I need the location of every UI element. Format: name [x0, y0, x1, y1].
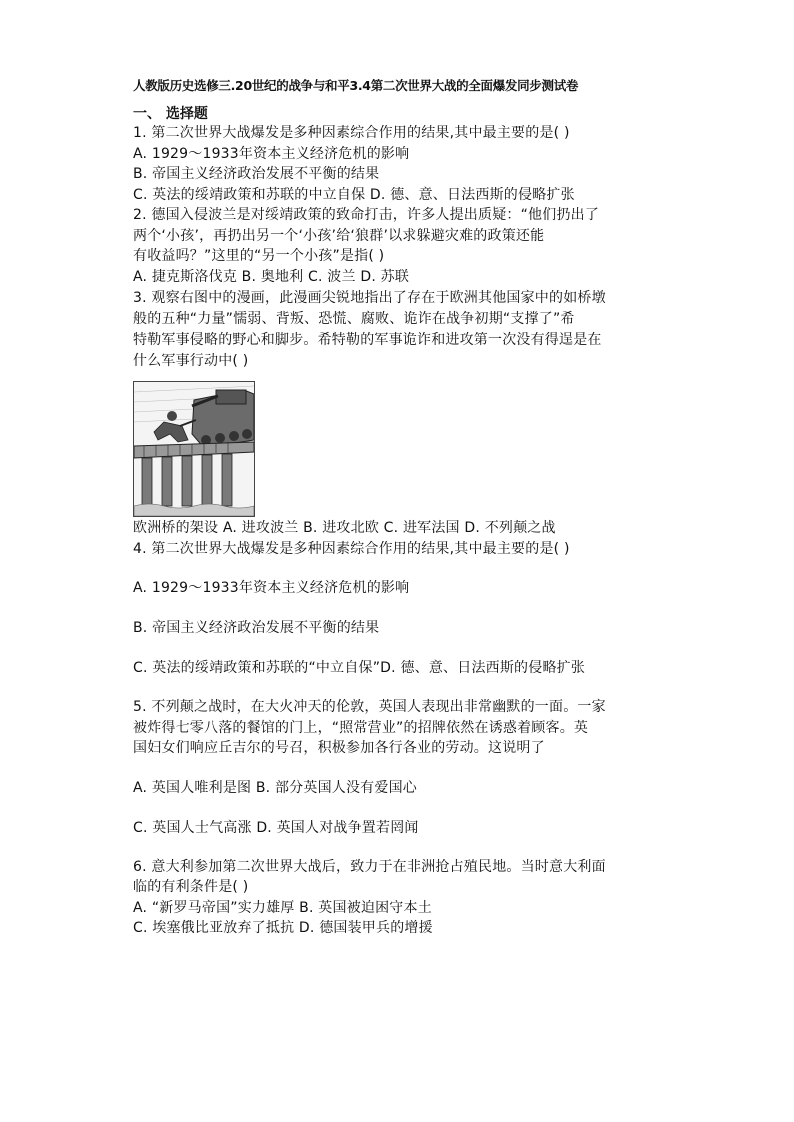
document-title: 人教版历史选修三.20世纪的战争与和平3.4第二次世界大战的全面爆发同步测试卷: [133, 78, 579, 93]
q2-stem-line3: 有收益吗？”这里的“另一个小孩”是指( ): [133, 248, 385, 264]
q1-stem: 1. 第二次世界大战爆发是多种因素综合作用的结果,其中最主要的是( ): [133, 125, 570, 141]
cartoon-image: [133, 381, 255, 517]
q2-stem-line1: 2. 德国入侵波兰是对绥靖政策的致命打击，许多人提出质疑：“他们扔出了: [133, 207, 600, 223]
q6-options-cd: C. 埃塞俄比亚放弃了抵抗 D. 德国装甲兵的增援: [133, 920, 433, 936]
q5-stem-line2: 被炸得七零八落的餐馆的门上，“照常营业”的招牌依然在诱惑着顾客。英: [133, 720, 589, 736]
q1-option-a: A. 1929～1933年资本主义经济危机的影响: [133, 146, 410, 162]
q3-options: 欧洲桥的架设 A. 进攻波兰 B. 进攻北欧 C. 进军法国 D. 不列颠之战: [133, 520, 556, 536]
q1-option-cd: C. 英法的绥靖政策和苏联的中立自保 D. 德、意、日法西斯的侵略扩张: [133, 187, 575, 203]
q4-option-b: B. 帝国主义经济政治发展不平衡的结果: [133, 620, 380, 636]
q4-option-a: A. 1929～1933年资本主义经济危机的影响: [133, 580, 410, 596]
cartoon-drawing: [134, 382, 254, 516]
q2-options: A. 捷克斯洛伐克 B. 奥地利 C. 波兰 D. 苏联: [133, 269, 410, 285]
q4-option-cd: C. 英法的绥靖政策和苏联的“中立自保”D. 德、意、日法西斯的侵略扩张: [133, 660, 586, 676]
q3-stem-line4: 什么军事行动中( ): [133, 353, 249, 369]
q6-stem-line2: 临的有利条件是( ): [133, 879, 249, 895]
section-heading: 一、 选择题: [133, 106, 208, 122]
q3-stem-line3: 特勒军事侵略的野心和脚步。希特勒的军事诡诈和进攻第一次没有得逞是在: [133, 332, 602, 348]
q2-stem-line2: 两个‘小孩’，再扔出另一个‘小孩’给‘狼群’以求躲避灾难的政策还能: [133, 228, 545, 244]
q3-stem-line2: 般的五种“力量”懦弱、背叛、恐慌、腐败、诡诈在战争初期“支撑了”希: [133, 311, 575, 327]
q6-options-ab: A. “新罗马帝国”实力雄厚 B. 英国被迫困守本土: [133, 900, 432, 916]
q5-options-cd: C. 英国人士气高涨 D. 英国人对战争置若罔闻: [133, 820, 419, 836]
q5-options-ab: A. 英国人唯利是图 B. 部分英国人没有爱国心: [133, 780, 417, 796]
q6-stem-line1: 6. 意大利参加第二次世界大战后，致力于在非洲抢占殖民地。当时意大利面: [133, 859, 606, 875]
q4-stem: 4. 第二次世界大战爆发是多种因素综合作用的结果,其中最主要的是( ): [133, 541, 570, 557]
q3-stem-line1: 3. 观察右图中的漫画，此漫画尖锐地指出了存在于欧洲其他国家中的如桥墩: [133, 290, 606, 306]
q1-option-b: B. 帝国主义经济政治发展不平衡的结果: [133, 166, 380, 182]
q5-stem-line1: 5. 不列颠之战时，在大火冲天的伦敦，英国人表现出非常幽默的一面。一家: [133, 699, 606, 715]
q5-stem-line3: 国妇女们响应丘吉尔的号召，积极参加各行各业的劳动。这说明了: [133, 740, 545, 756]
